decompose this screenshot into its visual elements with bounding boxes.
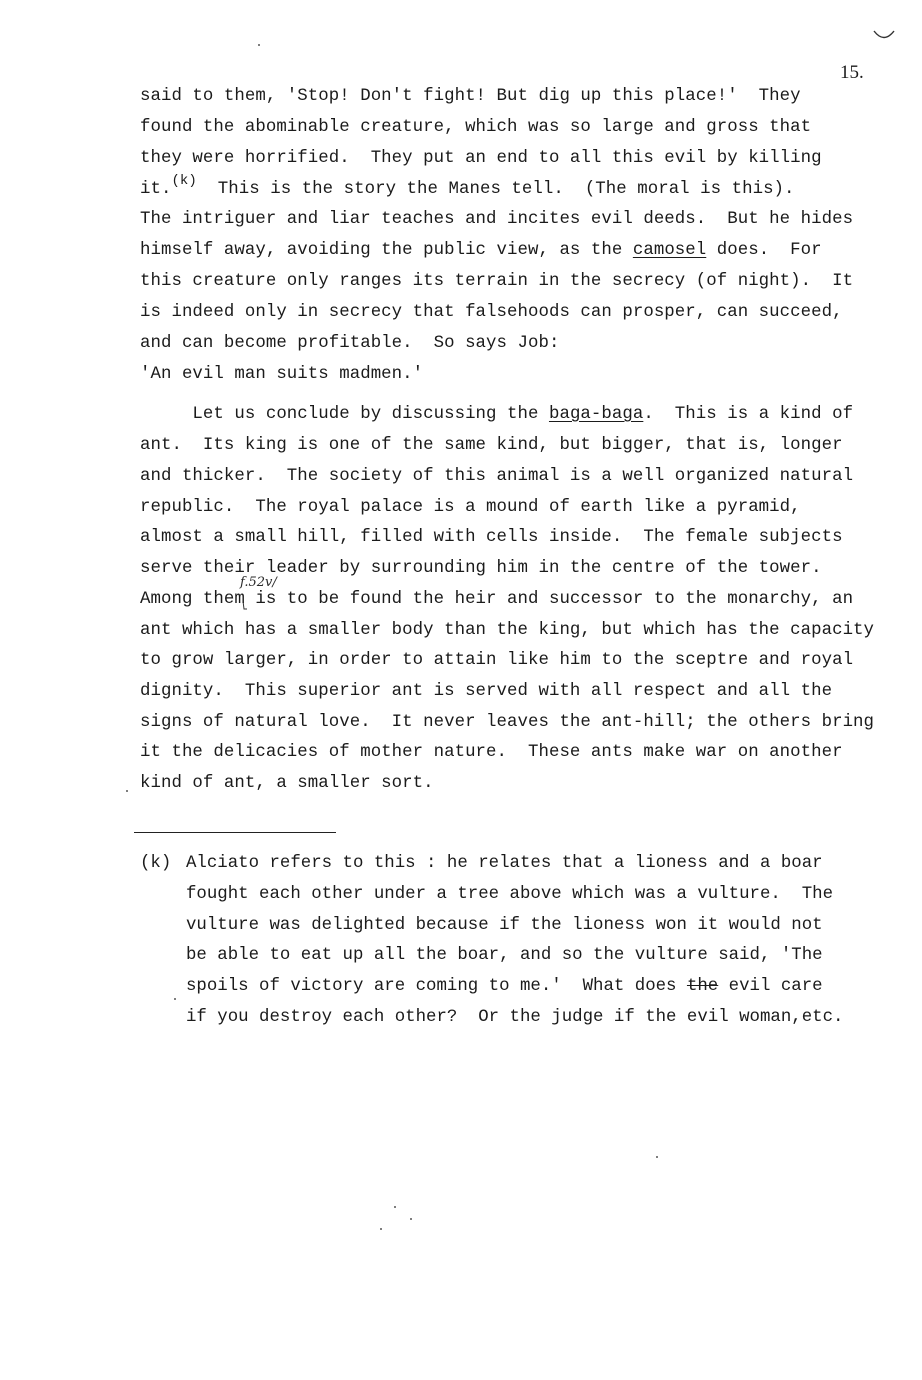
body-text: . This is a kind of (643, 405, 854, 424)
body-line: this creature only ranges its terrain in the secrecy (of night). It (140, 272, 854, 291)
footnote-line (186, 976, 823, 998)
body-line (140, 173, 795, 201)
body-text: This is the story the Manes tell. (The moral is this). (196, 180, 795, 199)
body-line: to grow larger, in order to attain like him to the sceptre and royal (140, 651, 854, 670)
body-line: they were horrified. They put an end to all this evil by killing (140, 149, 822, 168)
body-line: and can become profitable. So says Job: (140, 334, 560, 353)
body-line: kind of ant, a smaller sort. (140, 774, 434, 793)
underlined-term: camosel (632, 241, 707, 260)
scan-speck (174, 998, 176, 1000)
body-line: signs of natural love. It never leaves the ant-hill; the others bring (140, 713, 875, 732)
footnote-line: Alciato refers to this : he relates that a lioness and a boar (186, 854, 823, 873)
footnote-line: vulture was delighted because if the lioness won it would not (186, 916, 823, 935)
body-text: Let us conclude by discussing the (140, 405, 549, 424)
body-line: The intriguer and liar teaches and incites evil deeds. But he hides (140, 210, 854, 229)
footnote-marker: (k) (140, 854, 172, 873)
footnote-line: be able to eat up all the boar, and so the vulture said, 'The (186, 946, 823, 965)
page-number: 15. (840, 62, 864, 83)
struck-word: the (686, 977, 719, 996)
body-line: Among them is to be found the heir and successor to the monarchy, an (140, 590, 854, 609)
footnote-separator (134, 832, 336, 833)
footnote-text: spoils of victory are coming to me.' What does (186, 977, 687, 996)
scan-speck (410, 1218, 412, 1220)
body-text: it. (140, 180, 172, 199)
scan-speck (380, 1228, 382, 1230)
handwritten-folio-note: f.52v/ (240, 575, 277, 590)
body-line: ant. Its king is one of the same kind, but bigger, that is, longer (140, 436, 843, 455)
body-line (140, 404, 853, 426)
scan-speck (656, 1156, 658, 1158)
body-line: almost a small hill, filled with cells inside. The female subjects (140, 528, 843, 547)
footnote-line: fought each other under a tree above which was a vulture. The (186, 885, 834, 904)
scan-speck (258, 44, 260, 46)
footnote-line: if you destroy each other? Or the judge if the evil woman,etc. (186, 1008, 844, 1027)
body-line: serve their leader by surrounding him in the centre of the tower. (140, 559, 822, 578)
footnote-reference: (k) (171, 173, 197, 189)
body-line: and thicker. The society of this animal is a well organized natural (140, 467, 854, 486)
body-line: said to them, 'Stop! Don't fight! But dig up this place!' They (140, 87, 801, 106)
body-text: does. For (706, 241, 822, 260)
scan-speck (126, 790, 128, 792)
quotation-line: 'An evil man suits madmen.' (140, 365, 424, 384)
body-line (140, 240, 822, 262)
body-line: it the delicacies of mother nature. These ants make war on another (140, 743, 843, 762)
underlined-term: baga-baga (548, 405, 644, 424)
body-line: ant which has a smaller body than the king, but which has the capacity (140, 621, 875, 640)
footnote-text: evil care (718, 977, 823, 996)
body-line: is indeed only in secrecy that falsehoods can prosper, can succeed, (140, 303, 843, 322)
body-line: dignity. This superior ant is served with all respect and all the (140, 682, 833, 701)
scan-speck (394, 1206, 396, 1208)
corner-pencil-mark (872, 28, 896, 42)
body-line: republic. The royal palace is a mound of earth like a pyramid, (140, 498, 801, 517)
body-text: himself away, avoiding the public view, as the (140, 241, 633, 260)
body-line: found the abominable creature, which was so large and gross that (140, 118, 812, 137)
